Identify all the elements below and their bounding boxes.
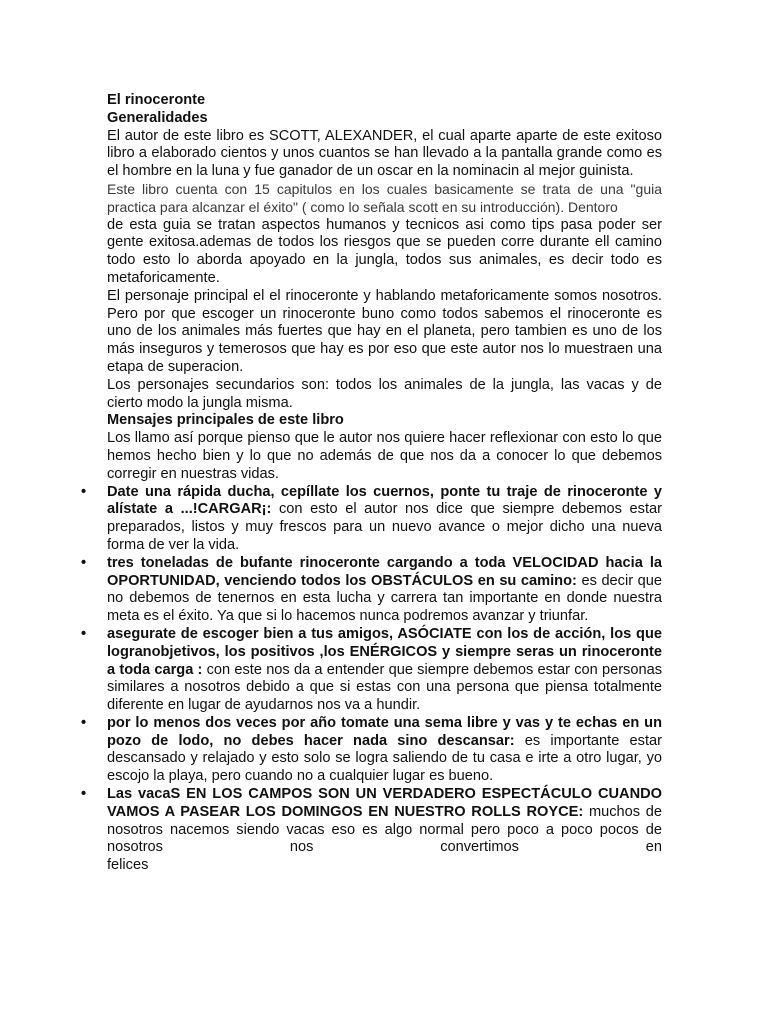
bullet-icon: • xyxy=(81,554,87,571)
paragraph-author: El autor de este libro es SCOTT, ALEXANDER, el cual aparte aparte de este exitoso libro a elaborado cientos y unos cuantos se han llevado a la pantalla grande como es el hombre en la luna y fue ganador de un oscar en la nominacin al mejor guinista. xyxy=(107,127,662,180)
message-list xyxy=(81,483,663,876)
list-item xyxy=(81,554,662,626)
bullet-tail-text: felices xyxy=(107,857,149,874)
bullet-body-text: con esto el autor nos dice que siempre debemos estar preparados, listos y muy frescos para un nuevo avance o mejor dicho una nueva forma de ver la vida. xyxy=(107,501,662,553)
bullet-bold-text: Date una rápida ducha, cepíllate los cuernos, ponte tu traje de rinoceronte y alístate a ...!CARGAR¡: xyxy=(107,483,662,518)
paragraph-mensajes-intro: Los llamo así porque pienso que le autor nos quiere hacer reflexionar con esto lo que hemos hecho bien y lo que no además de que nos da a conocer lo que debemos corregir en nuestras vidas. xyxy=(107,430,662,482)
list-item xyxy=(81,625,663,715)
list-item xyxy=(81,786,662,875)
bullet-body-text: es decir que no debemos de tenernos en esta lucha y carrera tan importante en donde nuestra meta es el éxito. Ya que si lo hacemos nunca podremos avanzar y triunfar. xyxy=(107,572,662,625)
paragraph-main-character: El personaje principal el el rinoceronte y hablando metaforicamente somos nosotros. Pero por que escoger un rinoceronte buno como todos sabemos el rinoceronte es uno de los animales más fuertes que hay en el planeta, pero tambien es uno de los más inseguros y temerosos que hay es por eso que este autor nos lo muestraen una etapa de superacion. xyxy=(107,287,662,375)
bullet-icon: • xyxy=(81,714,87,731)
bullet-body-text: muchos de nosotros nacemos siendo vacas eso es algo normal pero poco a poco pocos de nosotros nos convertimos en xyxy=(107,803,662,856)
bullet-bold-text: tres toneladas de bufante rinoceronte cargando a toda VELOCIDAD hacia la OPORTUNIDAD, venciendo todos los OBSTÁCULOS en su camino: xyxy=(107,554,662,589)
bullet-bold-text: asegurate de escoger bien a tus amigos, ASÓCIATE con los de acción, los que logranobjetivos, los positivos ,los ENÉRGICOS y siempre seras un rinoceronte a toda carga : xyxy=(107,625,662,678)
bullet-bold-text: Las vacaS EN LOS CAMPOS SON UN VERDADERO ESPECTÁCULO CUANDO VAMOS A PASEAR LOS DOMINGOS EN NUESTRO ROLLS ROYCE: xyxy=(107,786,662,820)
section-heading-mensajes: Mensajes principales de este libro xyxy=(107,412,344,429)
paragraph-secondary-characters: Los personajes secundarios son: todos los animales de la jungla, las vacas y de cierto modo la jungla misma. xyxy=(107,376,662,411)
bullet-bold-text: por lo menos dos veces por año tomate una sema libre y vas y te echas en un pozo de lodo, no debes hacer nada sino descansar: xyxy=(107,714,662,749)
bullet-icon: • xyxy=(81,483,87,500)
paragraph-guide: de esta guia se tratan aspectos humanos y tecnicos asi como tips pasa poder ser gente exitosa.ademas de todos los riesgos que se pueden corre durante ell camino todo esto lo aborda apoyado en la jungla, todos sus animales, es decir todo es metaforicamente. xyxy=(107,216,662,286)
bullet-icon: • xyxy=(81,786,87,803)
document-page xyxy=(81,92,663,875)
section-heading-generalidades: Generalidades xyxy=(107,109,208,126)
paragraph-chapters: Este libro cuenta con 15 capitulos en los cuales basicamente se trata de una "guia practica para alcanzar el éxito" ( como lo señala scott en su introducción). Dentoro xyxy=(107,180,662,215)
bullet-icon: • xyxy=(81,625,87,642)
list-item xyxy=(81,714,662,786)
list-item xyxy=(81,483,662,555)
bullet-justified-block xyxy=(107,786,662,857)
document-title: El rinoceronte xyxy=(107,92,206,108)
bullet-body-text: con este nos da a entender que siempre debemos estar con personas similares a nosotros debido a que si estas con una persona que piensa totalmente diferente en lugar de ayudarnos nos va a hundir. xyxy=(107,661,663,714)
bullet-body-text: es importante estar descansado y relajado y esto solo se logra saliendo de tu casa e irte a otro lugar, yo escojo la playa, pero cuando no a cualquier lugar es bueno. xyxy=(107,732,662,785)
